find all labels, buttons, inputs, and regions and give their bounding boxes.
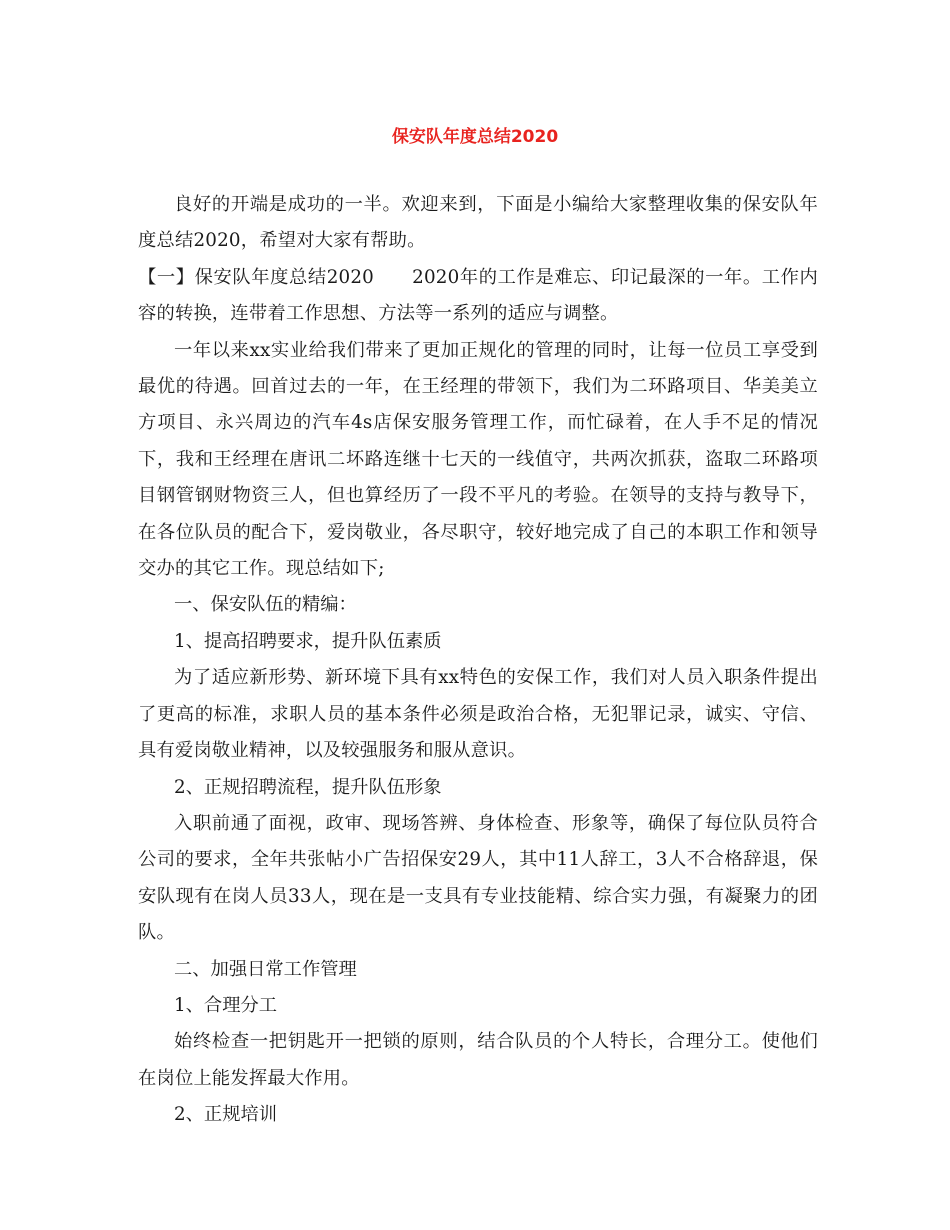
- paragraph-division-of-work: 始终检查一把钥匙开一把锁的原则，结合队员的个人特长，合理分工。使他们在岗位上能发挥最大作用。: [138, 1031, 818, 1089]
- paragraph-recruitment-results: 入职前通了面视，政审、现场答辨、身体检查、形象等，确保了每位队员符合公司的要求，全年共张帖小广告招保安29人，其中11人辞工，3人不合格辞退，保安队现有在岗人员33人，现在是一支具有专业技能精、综合实力强，有凝聚力的团队。: [138, 812, 818, 944]
- subheading-regular-training: 2、正规培训: [174, 1104, 278, 1126]
- heading-team-streamlining: 一、保安队伍的精编：: [174, 594, 357, 616]
- document-body: [138, 187, 818, 1134]
- paragraph-section-one-opening: 【一】保安队年度总结2020 2020年的工作是难忘、印记最深的一年。工作内容的转换，连带着工作思想、方法等一系列的适应与调整。: [138, 266, 818, 325]
- paragraph-year-review: 一年以来xx实业给我们带来了更加正规化的管理的同时，让每一位员工享受到最优的待遇。回首过去的一年，在王经理的带领下，我们为二环路项目、华美美立方项目、永兴周边的汽车4s店保安服务管理工作，而忙碌着，在人手不足的情况下，我和王经理在唐讯二坏路连继十七天的一线值守，共两次抓获，盗取二环路项目钢管钢财物资三人，但也算经历了一段不平凡的考验。在领导的支持与教导下，在各位队员的配合下，爱岗敬业，各尽职守，较好地完成了自己的本职工作和领导交办的其它工作。现总结如下;: [138, 339, 818, 580]
- heading-daily-management: 二、加强日常工作管理: [174, 958, 357, 980]
- paragraph-recruitment-standards: 为了适应新形势、新环境下具有xx特色的安保工作，我们对人员入职条件提出了更高的标准，求职人员的基本条件必须是政治合格，无犯罪记录，诚实、守信、具有爱岗敬业精神，以及较强服务和服从意识。: [138, 667, 818, 762]
- document-title: 保安队年度总结2020: [391, 127, 559, 147]
- paragraph-intro: 良好的开端是成功的一半。欢迎来到，下面是小编给大家整理收集的保安队年度总结2020，希望对大家有帮助。: [138, 194, 818, 252]
- subheading-recruitment-process: 2、正规招聘流程，提升队伍形象: [174, 776, 442, 798]
- subheading-division-of-work: 1、合理分工: [174, 994, 278, 1016]
- subheading-recruitment-requirements: 1、提高招聘要求，提升队伍素质: [174, 630, 442, 652]
